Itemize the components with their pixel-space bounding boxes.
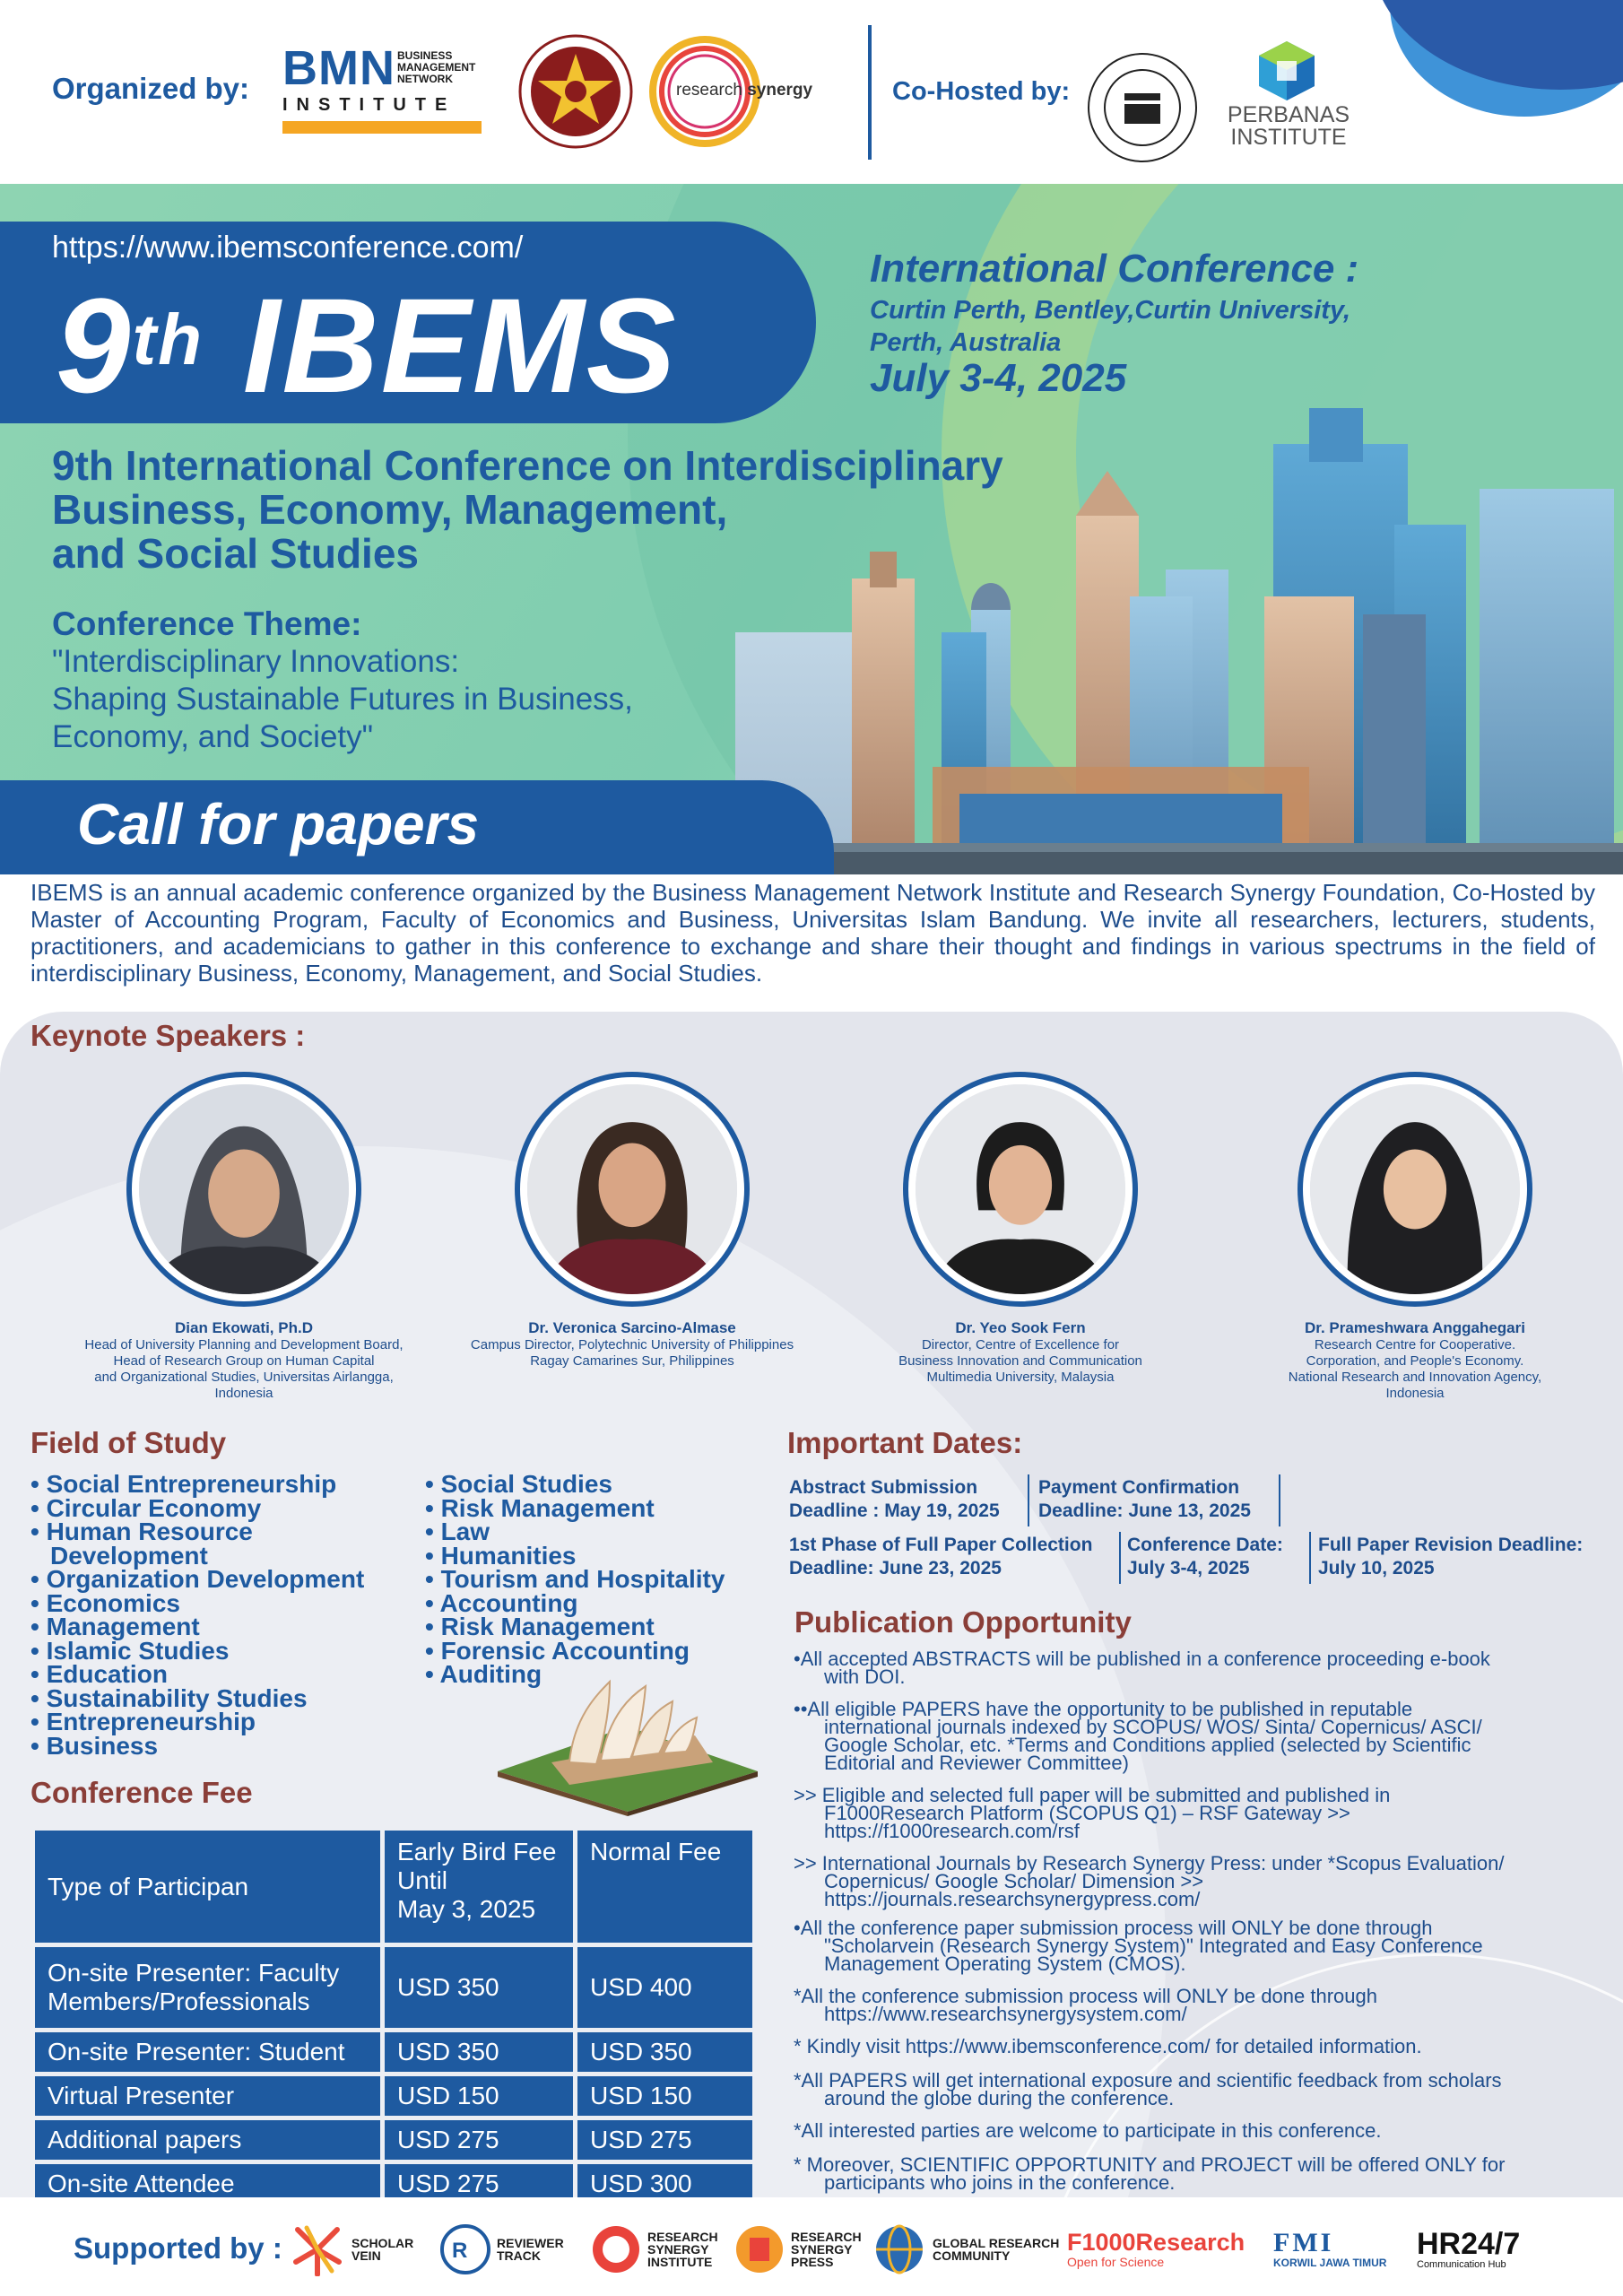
- fee-normal-cell: USD 400: [577, 1947, 752, 2028]
- speaker-card: [1227, 1072, 1603, 1402]
- field-item: • Forensic Accounting: [425, 1636, 690, 1665]
- cohosted-by-label: Co-Hosted by:: [892, 77, 1071, 106]
- field-item: • Law: [425, 1518, 490, 1545]
- hr247-logo: HR24/7 Communication Hub: [1417, 2227, 1521, 2270]
- reviewer-track-logo: R REVIEWER TRACK: [439, 2222, 564, 2276]
- publication-item: >> International Journals by Research Synergy Press: under *Scopus Evaluation/ Copernicus/ Google Scholar/ Dimension >> https://journals.researchsynergypress.com/: [794, 1852, 1505, 1910]
- speaker-name: Dian Ekowati, Ph.D: [175, 1319, 313, 1336]
- conference-full-name: 9th International Conference on Interdisciplinary Business, Economy, Management, and Social Studies: [52, 442, 1003, 577]
- intl-conference-label: International Conference :: [870, 247, 1359, 291]
- field-item: • Humanities: [425, 1541, 577, 1570]
- intro-paragraph: IBEMS is an annual academic conference organized by the Business Management Network Institute and Research Synergy Foundation, Co-Hosted by Master of Accounting Program, Faculty of Economics and Business, Universitas Islam Bandung. We invite all researchers, lecturers, students, practitioners, and academicians to gather in this conference to exchange and share their thought and findings in various spectrums in the field of interdisciplinary Business, Economy, Management, and Social Studies.: [30, 879, 1595, 987]
- perbanas-text: PERBANAS INSTITUTE: [1227, 102, 1350, 150]
- field-item: • Economics: [30, 1588, 180, 1617]
- fee-header-early: Early Bird Fee Until May 3, 2025: [385, 1831, 573, 1943]
- perbanas-cube-icon: [1255, 39, 1318, 102]
- research-synergy-institute-logo: RESEARCH SYNERGY INSTITUTE: [590, 2222, 718, 2276]
- field-item: • Social Studies: [425, 1470, 612, 1498]
- fee-normal-cell: USD 350: [577, 2032, 752, 2072]
- research-synergy-institute-icon: [590, 2223, 642, 2275]
- conference-dates: July 3-4, 2025: [870, 356, 1127, 400]
- fee-normal-cell: USD 275: [577, 2120, 752, 2160]
- theme-label: Conference Theme:: [52, 605, 362, 642]
- field-list-right: [425, 1470, 725, 1688]
- publication-item: >> Eligible and selected full paper will be submitted and published in F1000Research Platform (SCOPUS Q1) – RSF Gateway >> https://f1000research.com/rsf: [794, 1784, 1391, 1842]
- field-of-study-heading: Field of Study: [30, 1426, 227, 1459]
- date-payment: Payment Confirmation Deadline: June 13, 2025: [1038, 1477, 1251, 1521]
- conference-url[interactable]: https://www.ibemsconference.com/: [52, 230, 524, 265]
- speaker-avatar: [1310, 1084, 1520, 1294]
- field-item: • Human Resource: [30, 1518, 253, 1545]
- hero-banner: [0, 184, 1623, 874]
- research-synergy-press-logo: RESEARCH SYNERGY PRESS: [733, 2222, 862, 2276]
- publication-item: * Kindly visit https://www.ibemsconference.com/ for detailed information.: [794, 2035, 1422, 2057]
- field-item: • Risk Management: [425, 1493, 655, 1522]
- field-item: • Management: [30, 1613, 200, 1640]
- bmn-logo-institute: INSTITUTE: [282, 95, 456, 115]
- fmi-logo: FMI KORWIL JAWA TIMUR: [1273, 2228, 1387, 2269]
- publication-item: ••All eligible PAPERS have the opportunity to be published in reputable international journals indexed by SCOPUS/ WOS/ Sinta/ Copernicus/ ASCI/ Google Scholar, etc. *Terms and Conditions applied (selected by Scientific Editorial and Reviewer Committee): [794, 1698, 1482, 1774]
- field-item: • Sustainability Studies: [30, 1683, 308, 1712]
- fee-type-cell: Virtual Presenter: [35, 2076, 380, 2116]
- important-dates-heading: Important Dates:: [787, 1426, 1023, 1459]
- speaker-photo-ring: [903, 1072, 1138, 1307]
- date-divider: [1119, 1532, 1121, 1584]
- conference-fee-heading: Conference Fee: [30, 1776, 253, 1809]
- conference-venue-block: [870, 247, 1358, 401]
- publication-item: •All the conference paper submission process will ONLY be done through "Scholarvein (Research Synergy System)" Integrated and Easy Conference Management Operating System (CMOS).: [794, 1917, 1483, 1975]
- fee-early-cell: USD 275: [385, 2164, 573, 2204]
- universitas-islam-bandung-seal-icon: [1087, 52, 1198, 163]
- field-list-left: [30, 1470, 365, 1760]
- fee-header-row: [35, 1831, 752, 1943]
- speaker-role: Campus Director, Polytechnic University of Philippines Ragay Camarines Sur, Philippines: [470, 1337, 794, 1369]
- speaker-role: Head of University Planning and Development Board, Head of Research Group on Human Capital and Organizational Studies, Universitas Airlangga, Indonesia: [84, 1337, 404, 1401]
- speaker-role: Director, Centre of Excellence for Business Innovation and Communication Multimedia University, Malaysia: [898, 1337, 1142, 1385]
- bmn-logo-bar: [282, 121, 482, 134]
- reviewer-track-icon: [439, 2223, 491, 2275]
- venue-line-1: Curtin Perth, Bentley,Curtin University,: [870, 296, 1351, 325]
- bmn-institute-logo: [282, 43, 484, 142]
- fee-type-cell: On-site Presenter: Student: [35, 2032, 380, 2072]
- speaker-photo-ring: [1298, 1072, 1532, 1307]
- speaker-photo-ring: [515, 1072, 750, 1307]
- speaker-photo-ring: [126, 1072, 361, 1307]
- fee-early-cell: USD 350: [385, 2032, 573, 2072]
- speaker-card: [56, 1072, 432, 1402]
- header: [0, 0, 1623, 184]
- publication-opportunity-heading: Publication Opportunity: [794, 1605, 1132, 1639]
- fee-header-normal: Normal Fee: [577, 1831, 752, 1943]
- f1000research-logo: F1000Research Open for Science: [1067, 2229, 1245, 2269]
- publication-item: *All interested parties are welcome to participate in this conference.: [794, 2119, 1382, 2142]
- research-synergy-text: research synergy: [676, 81, 813, 100]
- fee-normal-cell: USD 150: [577, 2076, 752, 2116]
- field-item: • Tourism and Hospitality: [425, 1565, 725, 1593]
- sydney-opera-house-illustration: [489, 1664, 767, 1816]
- field-item: • Organization Development: [30, 1565, 365, 1593]
- publication-item: * Moreover, SCIENTIFIC OPPORTUNITY and PROJECT will be offered ONLY for participants who joins in the conference.: [794, 2153, 1506, 2194]
- speaker-avatar: [527, 1084, 737, 1294]
- field-item: • Accounting: [425, 1588, 578, 1617]
- theme-text: "Interdisciplinary Innovations: Shaping Sustainable Futures in Business, Economy, and Society": [52, 644, 633, 754]
- table-row: [35, 1947, 752, 2028]
- conference-fee-table: [30, 1826, 757, 2208]
- fee-type-cell: On-site Attendee: [35, 2164, 380, 2204]
- field-item: • Risk Management: [425, 1613, 655, 1640]
- fee-early-cell: USD 275: [385, 2120, 573, 2160]
- fee-type-cell: On-site Presenter: Faculty Members/Professionals: [35, 1947, 380, 2028]
- globe-icon: [872, 2223, 927, 2275]
- field-item: • Circular Economy: [30, 1493, 262, 1522]
- speaker-name: Dr. Prameshwara Anggahegari: [1305, 1319, 1525, 1336]
- publication-item: *All PAPERS will get international exposure and scientific feedback from scholars around the globe during the conference.: [794, 2069, 1502, 2109]
- speaker-avatar: [916, 1084, 1125, 1294]
- speaker-role: Research Centre for Cooperative. Corporation, and People's Economy. National Research and Innovation Agency, Indonesia: [1288, 1337, 1542, 1401]
- research-synergy-press-icon: [733, 2223, 785, 2275]
- table-row: [35, 2032, 752, 2072]
- field-item: • Islamic Studies: [30, 1636, 230, 1665]
- speaker-avatar: [139, 1084, 349, 1294]
- field-item: • Entrepreneurship: [30, 1708, 256, 1735]
- field-item: • Social Entrepreneurship: [30, 1470, 337, 1498]
- call-for-papers-heading: Call for papers: [77, 792, 480, 857]
- scholar-vein-icon: [289, 2222, 346, 2276]
- bmn-logo-text: BMN: [282, 41, 395, 95]
- keynote-speakers-heading: Keynote Speakers :: [30, 1019, 306, 1052]
- date-abstract: Abstract Submission Deadline : May 19, 2025: [789, 1477, 1000, 1521]
- fee-normal-cell: USD 300: [577, 2164, 752, 2204]
- global-research-community-logo: GLOBAL RESEARCH COMMUNITY: [872, 2222, 1059, 2276]
- fee-early-cell: USD 150: [385, 2076, 573, 2116]
- speaker-card: [832, 1072, 1209, 1386]
- table-row: [35, 2120, 752, 2160]
- field-item: • Business: [30, 1731, 159, 1760]
- date-fullpaper: 1st Phase of Full Paper Collection Deadline: June 23, 2025: [789, 1535, 1093, 1578]
- date-revision: Full Paper Revision Deadline: July 10, 2025: [1318, 1535, 1584, 1578]
- publication-item: *All the conference submission process will ONLY be done through https://www.researchsynergysystem.com/: [794, 1985, 1377, 2025]
- speaker-name: Dr. Yeo Sook Fern: [955, 1319, 1086, 1336]
- field-item: • Education: [30, 1660, 168, 1688]
- supported-by-label: Supported by :: [74, 2231, 282, 2265]
- polytechnic-university-seal-icon: [518, 34, 633, 149]
- speaker-card: [444, 1072, 820, 1370]
- svg-text:R: R: [452, 2239, 468, 2263]
- field-item: • Auditing: [425, 1660, 542, 1688]
- venue-line-2: Perth, Australia: [870, 328, 1062, 357]
- date-divider: [1028, 1474, 1029, 1526]
- table-row: [35, 2076, 752, 2116]
- date-conference: Conference Date: July 3-4, 2025: [1127, 1535, 1283, 1578]
- fee-type-cell: Additional papers: [35, 2120, 380, 2160]
- speaker-name: Dr. Veronica Sarcino-Almase: [528, 1319, 736, 1336]
- scholar-vein-logo: SCHOLAR VEIN: [289, 2222, 413, 2276]
- date-divider: [1279, 1474, 1280, 1526]
- header-divider: [868, 25, 872, 160]
- field-item: Development: [50, 1541, 208, 1570]
- publication-item: •All accepted ABSTRACTS will be published in a conference proceeding e-book with DOI.: [794, 1648, 1490, 1688]
- conference-title: 9th IBEMS: [56, 270, 678, 421]
- footer-supporters: [0, 2197, 1623, 2296]
- date-divider: [1309, 1532, 1311, 1584]
- organized-by-label: Organized by:: [52, 72, 250, 105]
- bmn-logo-subtext: BUSINESS MANAGEMENT NETWORK: [397, 49, 476, 85]
- fee-header-type: Type of Participan: [35, 1831, 380, 1943]
- fee-early-cell: USD 350: [385, 1947, 573, 2028]
